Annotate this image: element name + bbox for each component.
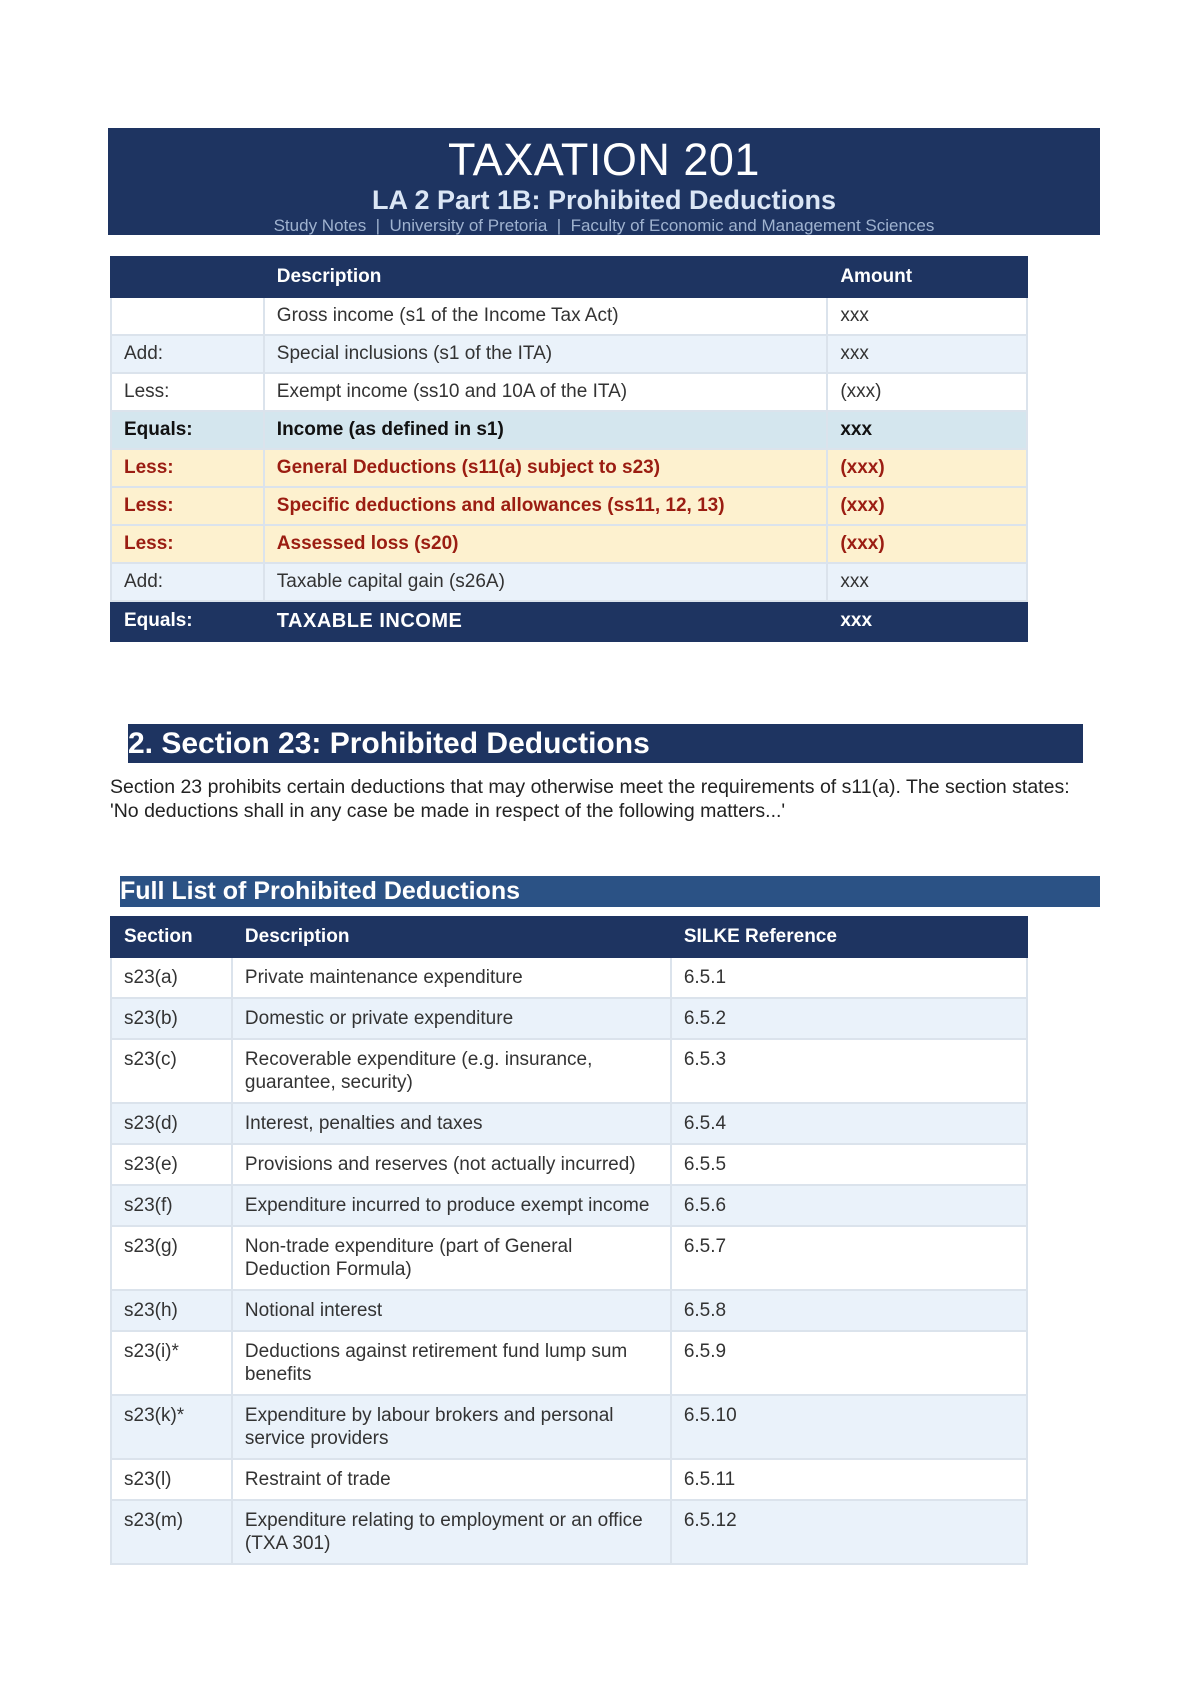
header-banner [108,128,1100,235]
table-row [111,1039,1027,1103]
row-section: s23(i)* [111,1331,232,1395]
prohibited-deductions-table [110,916,1028,1565]
column-header: Description [232,917,671,957]
table-header-row [111,917,1027,957]
row-description: Notional interest [232,1290,671,1331]
table-row [111,563,1027,601]
table-row [111,335,1027,373]
table-row [111,1103,1027,1144]
page-subtitle: LA 2 Part 1B: Prohibited Deductions [371,185,837,215]
row-amount: (xxx) [827,487,1027,525]
table-row [111,957,1027,998]
table-row [111,1459,1027,1500]
row-amount: (xxx) [827,373,1027,411]
table-row [111,1226,1027,1290]
table-row-total [111,601,1027,641]
row-reference: 6.5.12 [671,1500,1027,1564]
row-reference: 6.5.11 [671,1459,1027,1500]
column-header: Section [111,917,232,957]
table-row [111,998,1027,1039]
row-section: s23(m) [111,1500,232,1564]
row-description: Special inclusions (s1 of the ITA) [264,335,828,373]
row-description: Gross income (s1 of the Income Tax Act) [264,297,828,335]
row-reference: 6.5.3 [671,1039,1027,1103]
row-label: Less: [111,449,264,487]
row-description: Assessed loss (s20) [264,525,828,563]
table-row [111,1395,1027,1459]
row-amount: xxx [827,411,1027,449]
row-description: Income (as defined in s1) [264,411,828,449]
row-label: Equals: [111,601,264,641]
row-description: Recoverable expenditure (e.g. insurance, guarantee, security) [232,1039,671,1103]
page-meta: Study Notes | University of Pretoria | Faculty of Economic and Management Sciences [273,216,935,235]
row-section: s23(f) [111,1185,232,1226]
row-label: Less: [111,525,264,563]
row-section: s23(a) [111,957,232,998]
row-description: Specific deductions and allowances (ss11, 12, 13) [264,487,828,525]
row-description: Expenditure incurred to produce exempt income [232,1185,671,1226]
column-header: Amount [827,257,1027,297]
table-row [111,1500,1027,1564]
row-section: s23(h) [111,1290,232,1331]
row-description: Domestic or private expenditure [232,998,671,1039]
row-label: Less: [111,373,264,411]
row-description: Non-trade expenditure (part of General Deduction Formula) [232,1226,671,1290]
income-summary-table [110,256,1028,642]
table-row [111,1185,1027,1226]
table-row-subtotal [111,411,1027,449]
row-label: Add: [111,335,264,373]
row-section: s23(b) [111,998,232,1039]
row-reference: 6.5.1 [671,957,1027,998]
row-label: Add: [111,563,264,601]
table-row [111,373,1027,411]
row-description: Deductions against retirement fund lump sum benefits [232,1331,671,1395]
column-header: Description [264,257,828,297]
row-description: Expenditure relating to employment or an office (TXA 301) [232,1500,671,1564]
row-description: Exempt income (ss10 and 10A of the ITA) [264,373,828,411]
row-label [111,297,264,335]
row-amount: xxx [827,563,1027,601]
row-description: General Deductions (s11(a) subject to s23) [264,449,828,487]
table-row [111,1290,1027,1331]
row-section: s23(e) [111,1144,232,1185]
column-header: SILKE Reference [671,917,1027,957]
row-amount: xxx [827,297,1027,335]
row-reference: 6.5.4 [671,1103,1027,1144]
row-amount: xxx [827,601,1027,641]
row-section: s23(c) [111,1039,232,1103]
row-reference: 6.5.9 [671,1331,1027,1395]
row-reference: 6.5.10 [671,1395,1027,1459]
subsection-heading: Full List of Prohibited Deductions [120,876,1100,907]
table-row-highlighted [111,449,1027,487]
row-description: Interest, penalties and taxes [232,1103,671,1144]
table-row-highlighted [111,487,1027,525]
row-reference: 6.5.8 [671,1290,1027,1331]
row-description: Expenditure by labour brokers and personal service providers [232,1395,671,1459]
table-header-row [111,257,1027,297]
row-amount: (xxx) [827,525,1027,563]
row-description: Private maintenance expenditure [232,957,671,998]
row-reference: 6.5.2 [671,998,1027,1039]
row-label: Equals: [111,411,264,449]
row-section: s23(g) [111,1226,232,1290]
row-section: s23(l) [111,1459,232,1500]
page-title: TAXATION 201 [448,134,760,185]
column-header [111,257,264,297]
section-heading: 2. Section 23: Prohibited Deductions [128,724,1083,763]
section-intro-paragraph: Section 23 prohibits certain deductions that may otherwise meet the requirements of s11(a). The section states: 'No deductions shall in any case be made in respect of the following matters...' [110,776,1070,822]
row-reference: 6.5.7 [671,1226,1027,1290]
row-amount: (xxx) [827,449,1027,487]
table-row-highlighted [111,525,1027,563]
row-description: Restraint of trade [232,1459,671,1500]
row-description: Taxable capital gain (s26A) [264,563,828,601]
row-reference: 6.5.6 [671,1185,1027,1226]
table-row [111,1331,1027,1395]
row-reference: 6.5.5 [671,1144,1027,1185]
row-description: Provisions and reserves (not actually incurred) [232,1144,671,1185]
row-amount: xxx [827,335,1027,373]
row-section: s23(k)* [111,1395,232,1459]
table-row [111,1144,1027,1185]
row-description: TAXABLE INCOME [264,601,828,641]
table-row [111,297,1027,335]
row-section: s23(d) [111,1103,232,1144]
row-label: Less: [111,487,264,525]
